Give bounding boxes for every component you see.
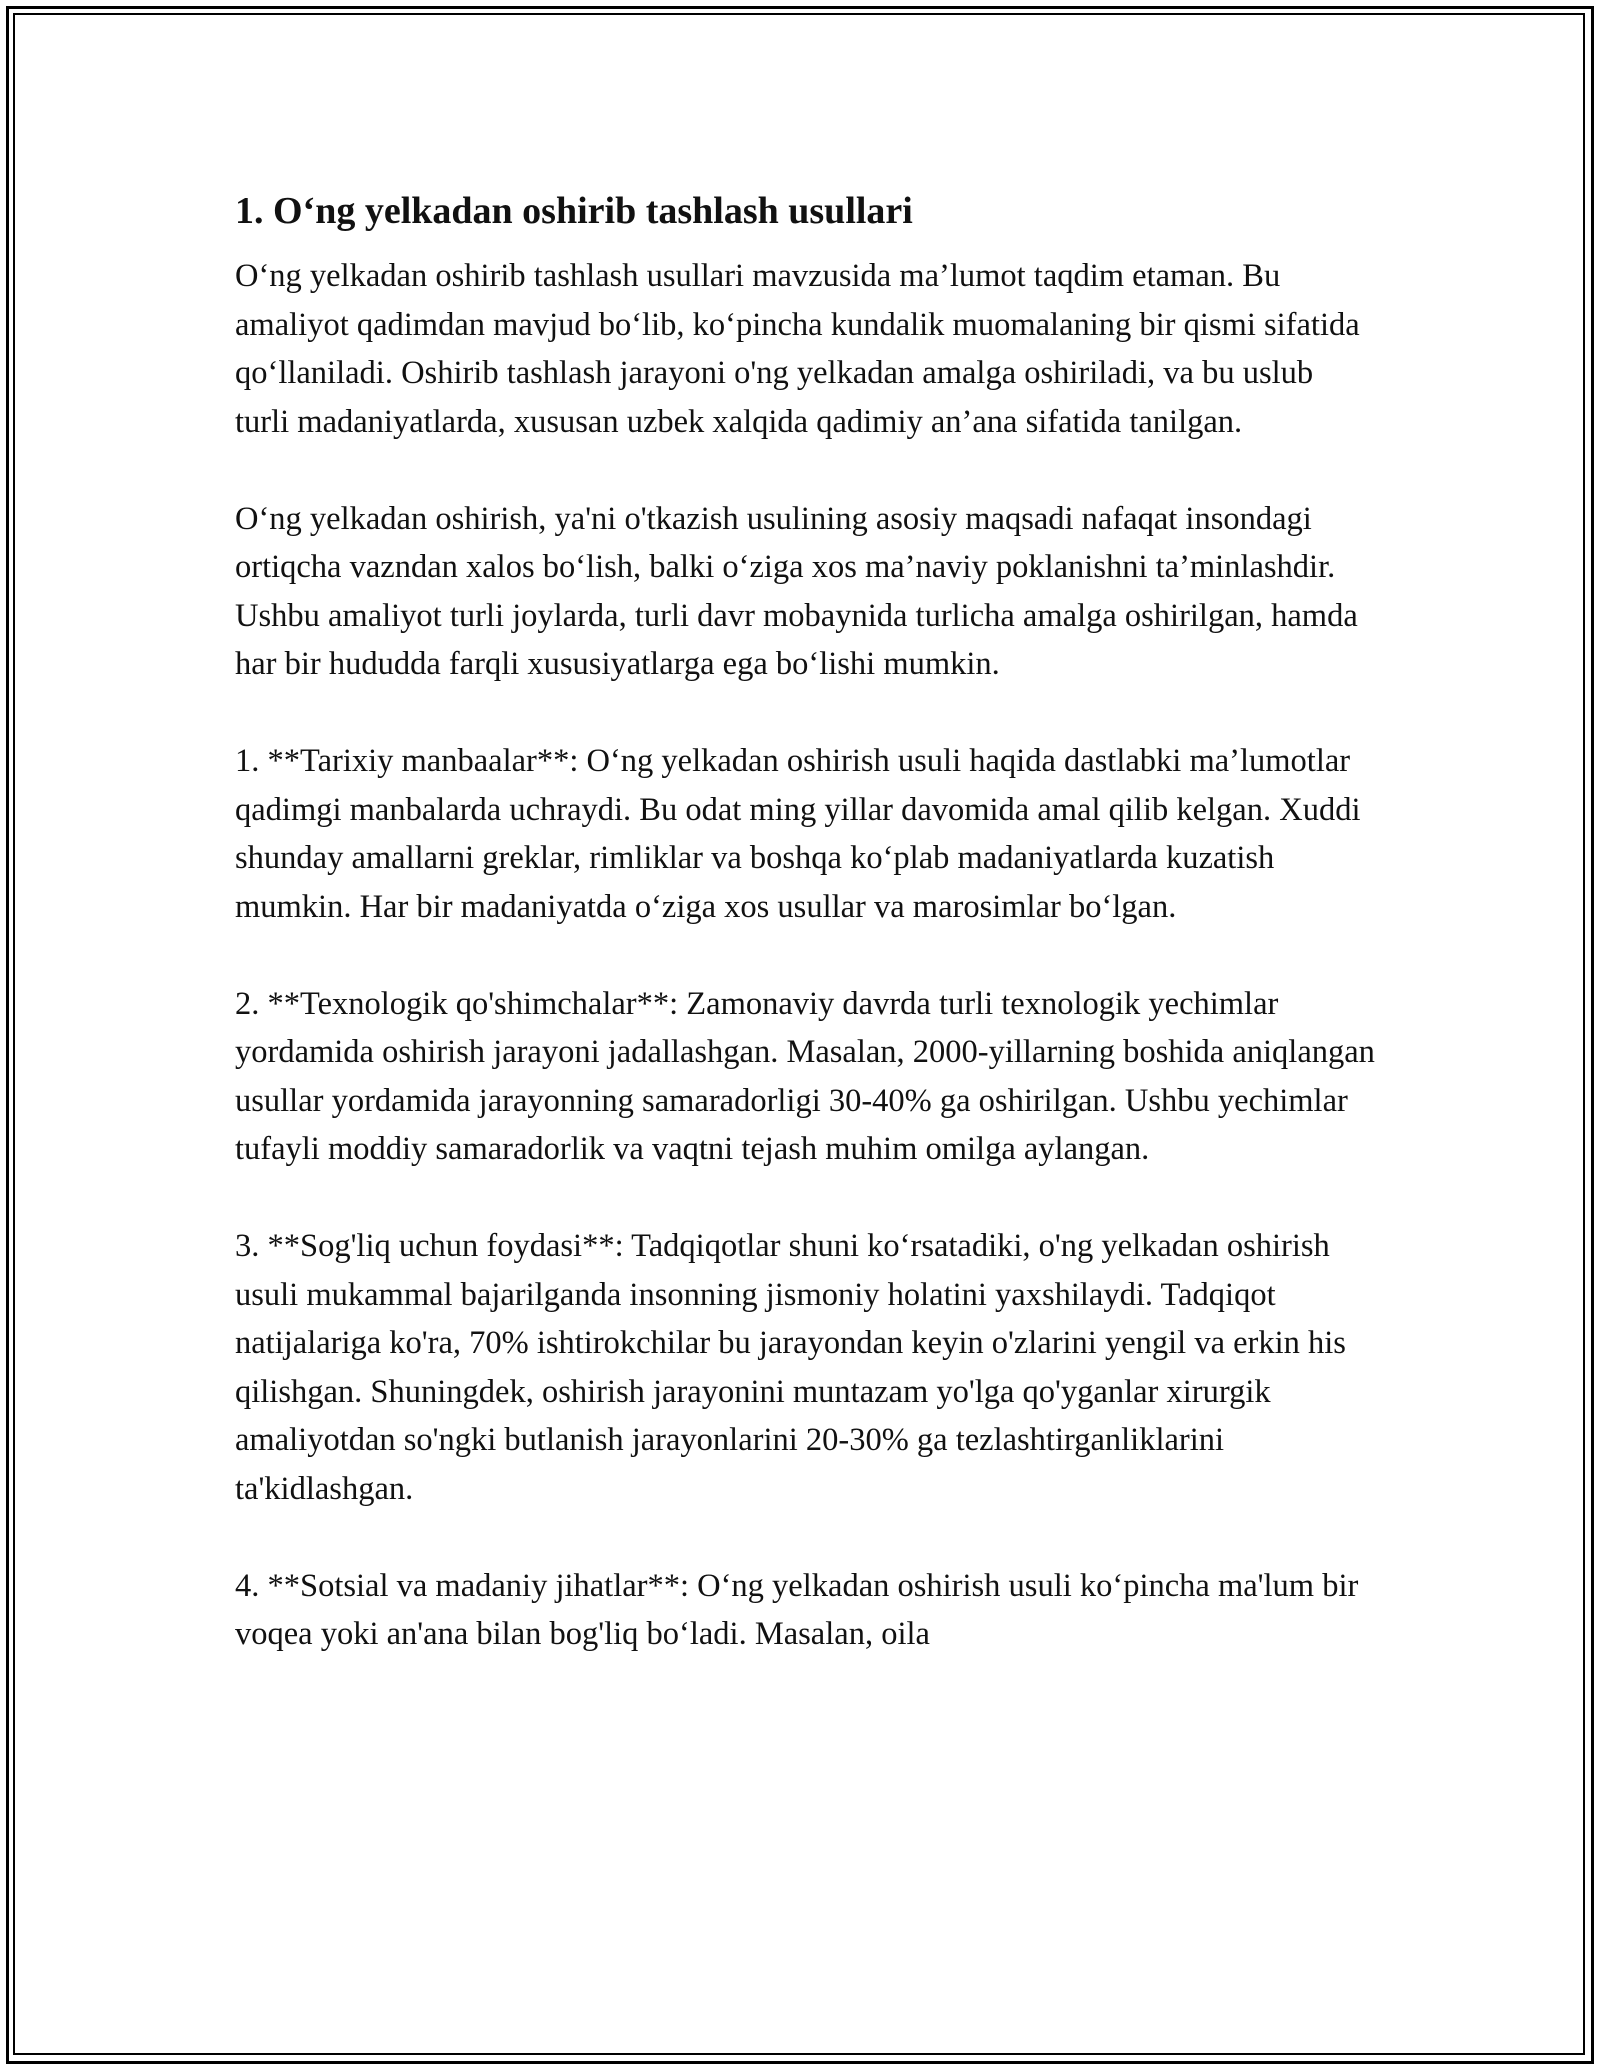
- paragraph-historical-sources: 1. **Tarixiy manbaalar**: O‘ng yelkadan oshirish usuli haqida dastlabki ma’lumotlar qadimgi manbalarda uchraydi. Bu odat ming yillar davomida amal qilib kelgan. Xuddi shunday amallarni greklar, rimliklar va boshqa ko‘plab madaniyatlarda kuzatish mumkin. Har bir madaniyatda o‘ziga xos usullar va marosimlar bo‘lgan.: [235, 743, 1361, 925]
- paragraph-health-benefits: 3. **Sog'liq uchun foydasi**: Tadqiqotlar shuni ko‘rsatadiki, o'ng yelkadan oshirish usuli mukammal bajarilganda insonning jismoniy holatini yaxshilaydi. Tadqiqot natijalariga ko'ra, 70% ishtirokchilar bu jarayondan keyin o'zlarini yengil va erkin his qilishgan. Shuningdek, oshirish jarayonini muntazam yo'lga qo'yganlar xirurgik amaliyotdan so'ngki butlanish jarayonlarini 20-30% ga tezlashtirganliklarini ta'kidlashgan.: [235, 1228, 1346, 1507]
- document-body: [235, 186, 1375, 1659]
- paragraph-technological-additions: 2. **Texnologik qo'shimchalar**: Zamonaviy davrda turli texnologik yechimlar yordamida oshirish jarayoni jadallashgan. Masalan, 2000-yillarning boshida aniqlangan usullar yordamida jarayonning samaradorligi 30-40% ga oshirilgan. Ushbu yechimlar tufayli moddiy samaradorlik va vaqtni tejash muhim omilga aylangan.: [235, 985, 1375, 1167]
- paragraph-social-cultural: 4. **Sotsial va madaniy jihatlar**: O‘ng yelkadan oshirish usuli ko‘pincha ma'lum bir voqea yoki an'ana bilan bog'liq bo‘ladi. Masalan, oila: [235, 1567, 1359, 1652]
- paragraph-purpose: O‘ng yelkadan oshirish, ya'ni o'tkazish usulining asosiy maqsadi nafaqat insondagi ortiqcha vazndan xalos bo‘lish, balki o‘ziga xos ma’naviy poklanishni ta’minlashdir. Ushbu amaliyot turli joylarda, turli davr mobaynida turlicha amalga oshirilgan, hamda har bir hududda farqli xususiyatlarga ega bo‘lishi mumkin.: [235, 500, 1358, 682]
- paragraph-intro: O‘ng yelkadan oshirib tashlash usullari mavzusida ma’lumot taqdim etaman. Bu amaliyot qadimdan mavjud bo‘lib, ko‘pincha kundalik muomalaning bir qismi sifatida qo‘llaniladi. Oshirib tashlash jarayoni o'ng yelkadan amalga oshiriladi, va bu uslub turli madaniyatlarda, xususan uzbek xalqida qadimiy an’ana sifatida tanilgan.: [235, 258, 1360, 440]
- document-title: 1. O‘ng yelkadan oshirib tashlash usullari: [235, 190, 913, 232]
